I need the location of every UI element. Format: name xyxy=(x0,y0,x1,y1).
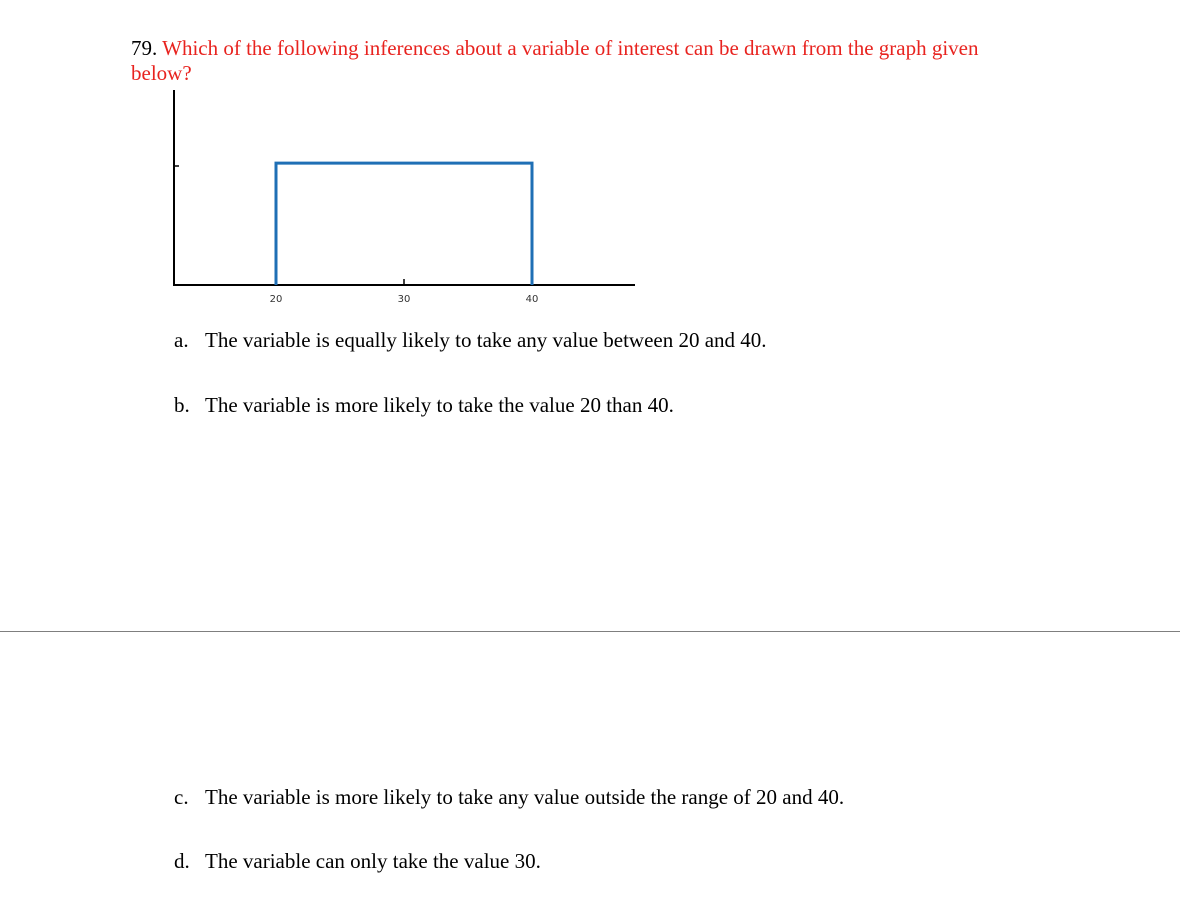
x-tick-label: 40 xyxy=(525,294,539,305)
option-b[interactable] xyxy=(174,393,674,418)
question-number: 79. xyxy=(131,36,158,60)
option-letter: d. xyxy=(174,849,190,873)
option-letter: c. xyxy=(174,785,189,809)
page-divider xyxy=(0,631,1180,632)
x-tick-label: 30 xyxy=(397,294,411,305)
option-c[interactable] xyxy=(174,785,844,810)
option-d[interactable] xyxy=(174,849,541,874)
option-text: The variable is more likely to take the value 20 than 40. xyxy=(205,393,674,417)
density-line xyxy=(276,163,532,285)
option-a[interactable] xyxy=(174,328,767,353)
question-stem xyxy=(131,36,1041,86)
option-text: The variable is equally likely to take any value between 20 and 40. xyxy=(205,328,767,352)
option-text: The variable is more likely to take any value outside the range of 20 and 40. xyxy=(205,785,845,809)
option-letter: b. xyxy=(174,393,190,417)
question-text: Which of the following inferences about a variable of interest can be drawn from the graph given below? xyxy=(131,36,979,85)
option-letter: a. xyxy=(174,328,189,352)
x-axis-ticks xyxy=(270,279,539,305)
x-tick-label: 20 xyxy=(269,294,283,305)
uniform-distribution-chart xyxy=(165,88,645,314)
option-text: The variable can only take the value 30. xyxy=(205,849,541,873)
